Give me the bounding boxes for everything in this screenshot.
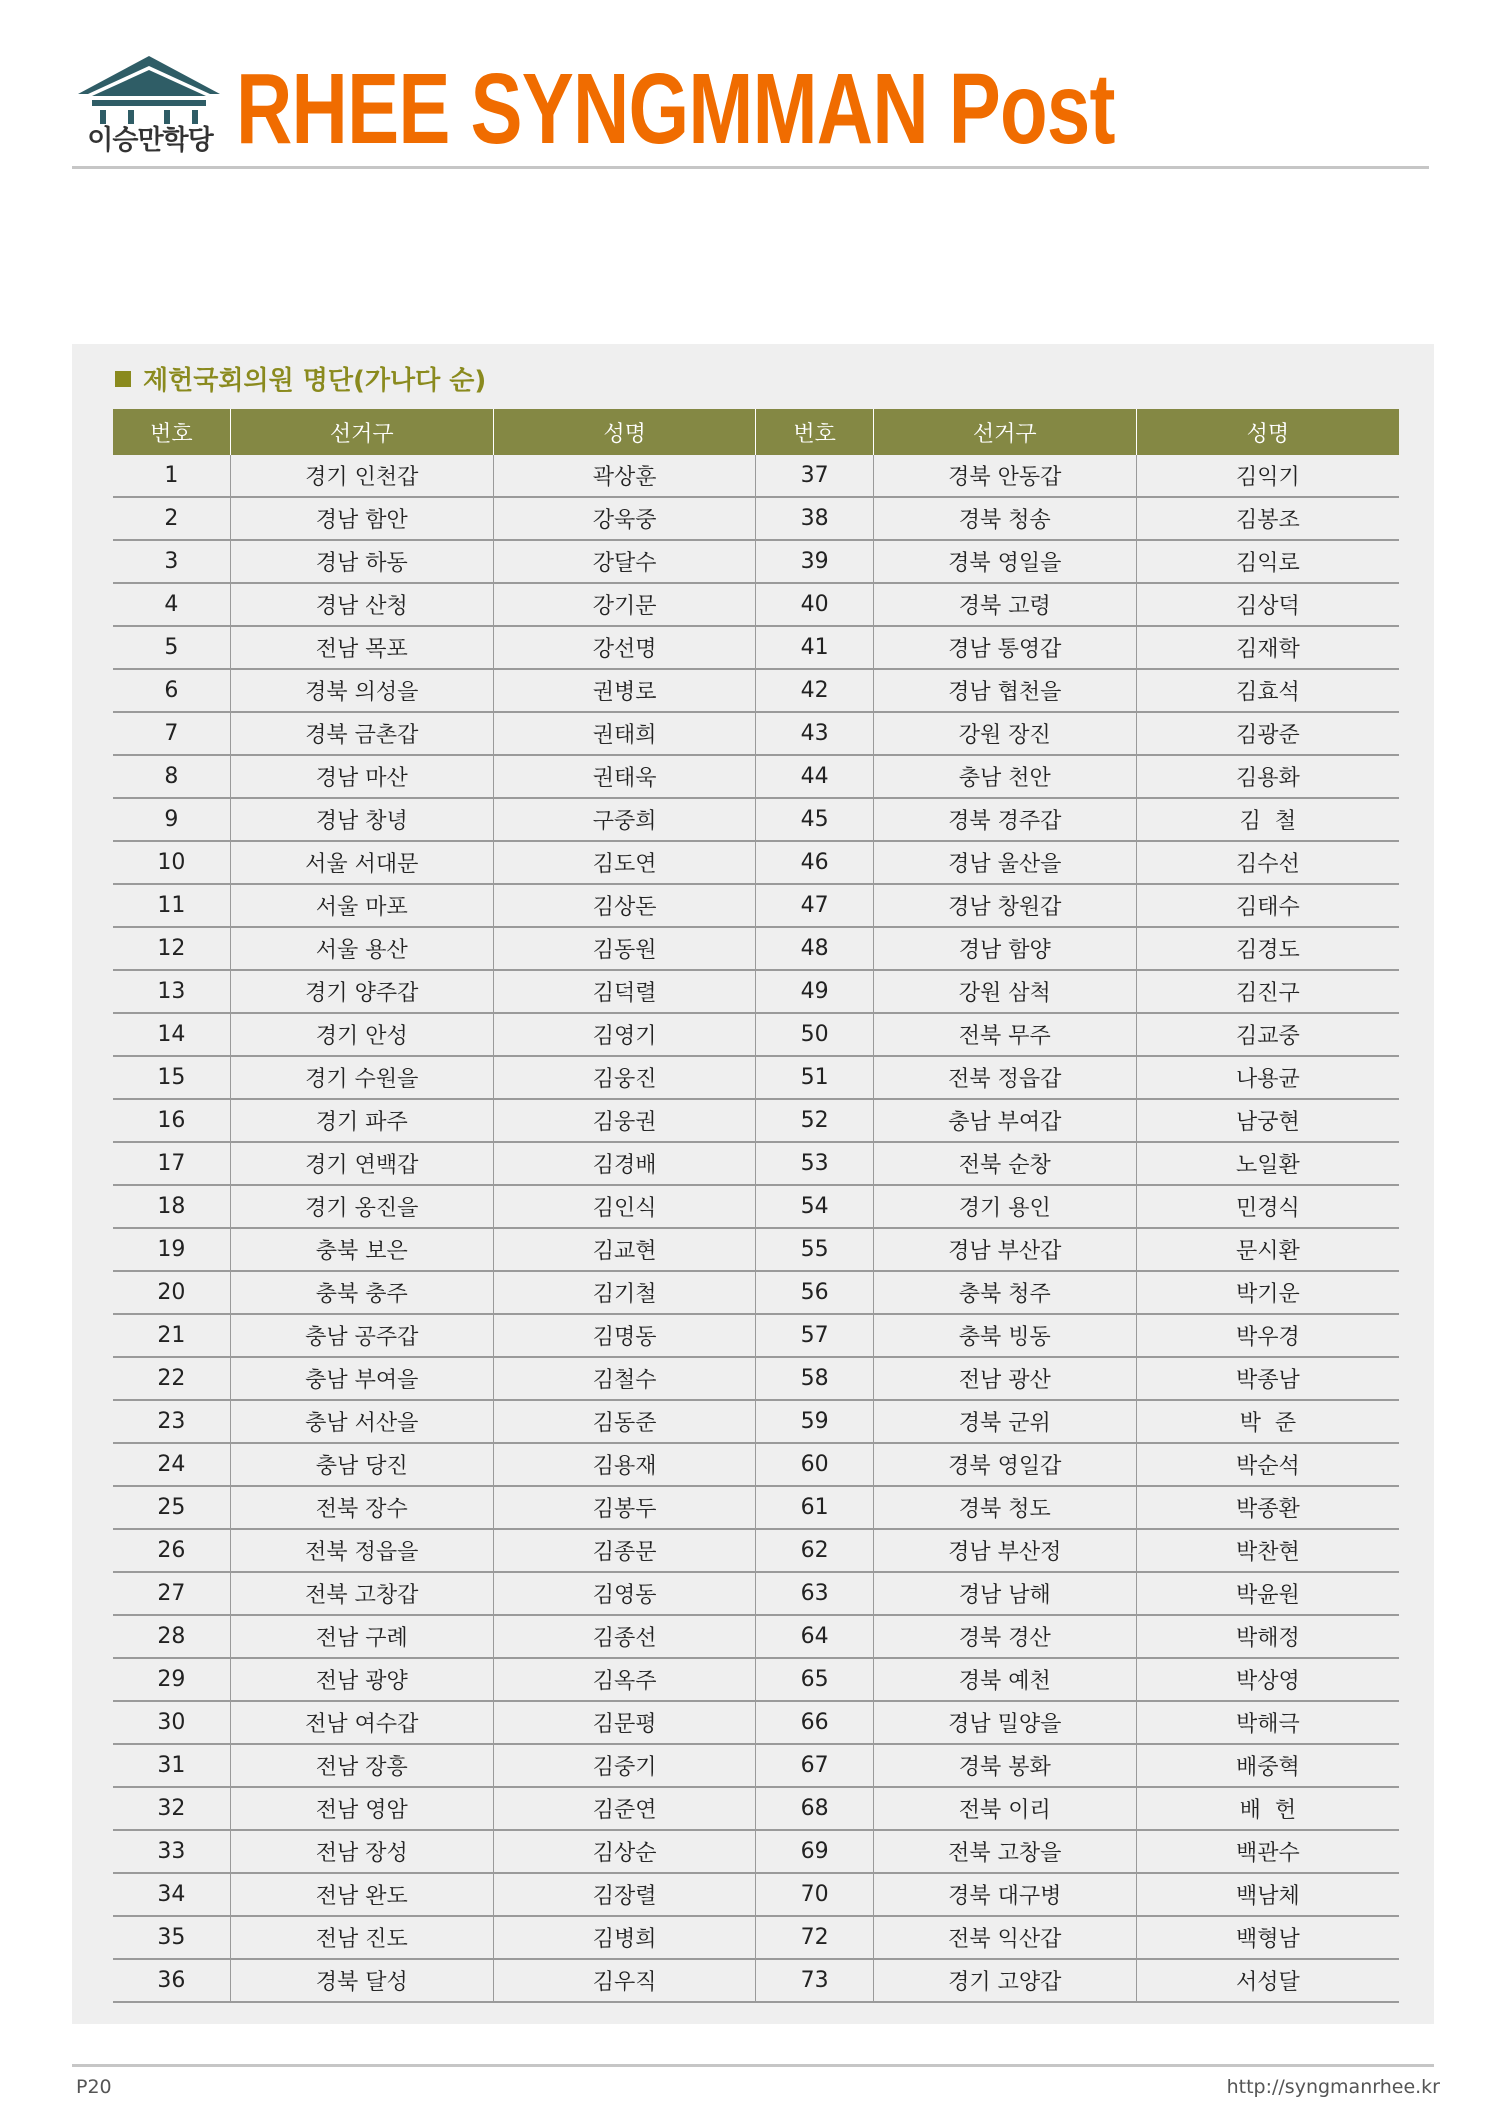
cell-district: 충남 천안 xyxy=(873,755,1136,798)
table-row xyxy=(113,1013,1399,1056)
table-row xyxy=(113,927,1399,970)
cell-name: 김경배 xyxy=(493,1142,756,1185)
cell-district: 경남 울산을 xyxy=(873,841,1136,884)
cell-name: 김교중 xyxy=(1136,1013,1399,1056)
cell-district: 경북 청송 xyxy=(873,497,1136,540)
cell-number: 8 xyxy=(113,755,230,798)
cell-number: 12 xyxy=(113,927,230,970)
cell-district: 경북 금촌갑 xyxy=(230,712,493,755)
table-row xyxy=(113,1701,1399,1744)
cell-number: 19 xyxy=(113,1228,230,1271)
cell-number: 26 xyxy=(113,1529,230,1572)
cell-district: 충북 보은 xyxy=(230,1228,493,1271)
cell-number: 66 xyxy=(756,1701,873,1744)
cell-district: 경남 함안 xyxy=(230,497,493,540)
cell-name: 김웅권 xyxy=(493,1099,756,1142)
cell-district: 충남 서산을 xyxy=(230,1400,493,1443)
cell-number: 18 xyxy=(113,1185,230,1228)
cell-district: 전남 목포 xyxy=(230,626,493,669)
cell-district: 경북 의성을 xyxy=(230,669,493,712)
cell-district: 경북 예천 xyxy=(873,1658,1136,1701)
table-row xyxy=(113,1228,1399,1271)
table-row xyxy=(113,1185,1399,1228)
cell-number: 61 xyxy=(756,1486,873,1529)
cell-number: 59 xyxy=(756,1400,873,1443)
cell-number: 31 xyxy=(113,1744,230,1787)
table-row xyxy=(113,1443,1399,1486)
cell-name: 서성달 xyxy=(1136,1959,1399,2002)
cell-name: 박윤원 xyxy=(1136,1572,1399,1615)
cell-number: 60 xyxy=(756,1443,873,1486)
cell-number: 22 xyxy=(113,1357,230,1400)
cell-number: 54 xyxy=(756,1185,873,1228)
cell-number: 24 xyxy=(113,1443,230,1486)
cell-district: 전남 구례 xyxy=(230,1615,493,1658)
cell-number: 6 xyxy=(113,669,230,712)
cell-number: 5 xyxy=(113,626,230,669)
cell-name: 김상순 xyxy=(493,1830,756,1873)
cell-name: 박종남 xyxy=(1136,1357,1399,1400)
table-row xyxy=(113,1873,1399,1916)
cell-number: 16 xyxy=(113,1099,230,1142)
cell-district: 경남 부산정 xyxy=(873,1529,1136,1572)
table-row xyxy=(113,1529,1399,1572)
table-row xyxy=(113,1314,1399,1357)
cell-name: 박해극 xyxy=(1136,1701,1399,1744)
cell-number: 69 xyxy=(756,1830,873,1873)
table-row xyxy=(113,1572,1399,1615)
cell-number: 50 xyxy=(756,1013,873,1056)
table-row xyxy=(113,1658,1399,1701)
table-row xyxy=(113,626,1399,669)
cell-name: 문시환 xyxy=(1136,1228,1399,1271)
cell-district: 전북 고창을 xyxy=(873,1830,1136,1873)
header-name: 성명 xyxy=(1136,409,1399,455)
table-row xyxy=(113,540,1399,583)
cell-number: 38 xyxy=(756,497,873,540)
cell-name: 김영동 xyxy=(493,1572,756,1615)
cell-district: 경기 인천갑 xyxy=(230,455,493,497)
assembly-roster-table xyxy=(113,409,1399,2003)
cell-district: 경기 연백갑 xyxy=(230,1142,493,1185)
cell-district: 경기 용인 xyxy=(873,1185,1136,1228)
cell-number: 49 xyxy=(756,970,873,1013)
cell-name: 박종환 xyxy=(1136,1486,1399,1529)
cell-number: 28 xyxy=(113,1615,230,1658)
cell-name: 김재학 xyxy=(1136,626,1399,669)
cell-district: 서울 서대문 xyxy=(230,841,493,884)
footer-divider xyxy=(72,2064,1434,2067)
cell-district: 전북 이리 xyxy=(873,1787,1136,1830)
cell-number: 58 xyxy=(756,1357,873,1400)
cell-district: 전남 완도 xyxy=(230,1873,493,1916)
cell-name: 김태수 xyxy=(1136,884,1399,927)
cell-district: 경북 대구병 xyxy=(873,1873,1136,1916)
cell-district: 전북 정읍을 xyxy=(230,1529,493,1572)
cell-district: 경북 경주갑 xyxy=(873,798,1136,841)
cell-name: 김상돈 xyxy=(493,884,756,927)
table-row xyxy=(113,1486,1399,1529)
header-district: 선거구 xyxy=(230,409,493,455)
cell-district: 경북 경산 xyxy=(873,1615,1136,1658)
cell-name: 김웅진 xyxy=(493,1056,756,1099)
cell-name: 박찬현 xyxy=(1136,1529,1399,1572)
cell-district: 경북 군위 xyxy=(873,1400,1136,1443)
cell-number: 37 xyxy=(756,455,873,497)
cell-name: 나용균 xyxy=(1136,1056,1399,1099)
cell-district: 강원 삼척 xyxy=(873,970,1136,1013)
cell-number: 63 xyxy=(756,1572,873,1615)
cell-district: 경기 파주 xyxy=(230,1099,493,1142)
cell-name: 강기문 xyxy=(493,583,756,626)
cell-name: 권병로 xyxy=(493,669,756,712)
table-row xyxy=(113,1830,1399,1873)
table-row xyxy=(113,583,1399,626)
cell-number: 40 xyxy=(756,583,873,626)
cell-number: 55 xyxy=(756,1228,873,1271)
cell-district: 경북 고령 xyxy=(873,583,1136,626)
cell-name: 김준연 xyxy=(493,1787,756,1830)
cell-district: 충북 빙동 xyxy=(873,1314,1136,1357)
square-bullet-icon xyxy=(115,371,131,387)
cell-district: 충남 부여갑 xyxy=(873,1099,1136,1142)
cell-number: 72 xyxy=(756,1916,873,1959)
cell-district: 전남 광양 xyxy=(230,1658,493,1701)
cell-name: 김도연 xyxy=(493,841,756,884)
table-row xyxy=(113,1744,1399,1787)
cell-district: 경남 창원갑 xyxy=(873,884,1136,927)
table-row xyxy=(113,1959,1399,2002)
cell-name: 김진구 xyxy=(1136,970,1399,1013)
cell-number: 4 xyxy=(113,583,230,626)
table-row xyxy=(113,712,1399,755)
cell-name: 김우직 xyxy=(493,1959,756,2002)
cell-name: 강달수 xyxy=(493,540,756,583)
cell-number: 25 xyxy=(113,1486,230,1529)
cell-number: 2 xyxy=(113,497,230,540)
table-row xyxy=(113,1357,1399,1400)
cell-number: 15 xyxy=(113,1056,230,1099)
cell-name: 김봉조 xyxy=(1136,497,1399,540)
section-title-text: 제헌국회의원 명단(가나다 순) xyxy=(143,366,487,396)
cell-number: 43 xyxy=(756,712,873,755)
cell-district: 경기 안성 xyxy=(230,1013,493,1056)
cell-name: 남궁현 xyxy=(1136,1099,1399,1142)
cell-district: 경기 옹진을 xyxy=(230,1185,493,1228)
cell-district: 전북 무주 xyxy=(873,1013,1136,1056)
cell-number: 52 xyxy=(756,1099,873,1142)
cell-number: 44 xyxy=(756,755,873,798)
cell-name: 김 철 xyxy=(1136,798,1399,841)
cell-number: 7 xyxy=(113,712,230,755)
table-row xyxy=(113,1615,1399,1658)
cell-number: 17 xyxy=(113,1142,230,1185)
table-row xyxy=(113,1056,1399,1099)
cell-name: 구중희 xyxy=(493,798,756,841)
cell-name: 김봉두 xyxy=(493,1486,756,1529)
cell-name: 김명동 xyxy=(493,1314,756,1357)
cell-district: 경기 수원을 xyxy=(230,1056,493,1099)
brand-title: RHEE SYNGMMAN Post xyxy=(236,53,1115,165)
cell-name: 김인식 xyxy=(493,1185,756,1228)
cell-number: 30 xyxy=(113,1701,230,1744)
cell-district: 경북 청도 xyxy=(873,1486,1136,1529)
cell-number: 29 xyxy=(113,1658,230,1701)
cell-name: 곽상훈 xyxy=(493,455,756,497)
cell-district: 충남 공주갑 xyxy=(230,1314,493,1357)
cell-name: 박우경 xyxy=(1136,1314,1399,1357)
cell-number: 70 xyxy=(756,1873,873,1916)
cell-district: 전북 익산갑 xyxy=(873,1916,1136,1959)
cell-number: 42 xyxy=(756,669,873,712)
cell-district: 경기 고양갑 xyxy=(873,1959,1136,2002)
cell-number: 23 xyxy=(113,1400,230,1443)
cell-district: 전남 장성 xyxy=(230,1830,493,1873)
table-row xyxy=(113,1271,1399,1314)
table-row xyxy=(113,1142,1399,1185)
cell-name: 김용재 xyxy=(493,1443,756,1486)
cell-number: 51 xyxy=(756,1056,873,1099)
cell-district: 전북 고창갑 xyxy=(230,1572,493,1615)
cell-name: 김병희 xyxy=(493,1916,756,1959)
header-divider xyxy=(72,166,1429,169)
cell-number: 48 xyxy=(756,927,873,970)
cell-district: 경남 하동 xyxy=(230,540,493,583)
header-number: 번호 xyxy=(113,409,230,455)
cell-number: 53 xyxy=(756,1142,873,1185)
cell-name: 김동준 xyxy=(493,1400,756,1443)
cell-district: 경남 부산갑 xyxy=(873,1228,1136,1271)
cell-number: 33 xyxy=(113,1830,230,1873)
cell-number: 62 xyxy=(756,1529,873,1572)
cell-number: 64 xyxy=(756,1615,873,1658)
cell-name: 김종선 xyxy=(493,1615,756,1658)
cell-district: 전남 장흥 xyxy=(230,1744,493,1787)
header-number: 번호 xyxy=(756,409,873,455)
cell-district: 서울 용산 xyxy=(230,927,493,970)
cell-district: 전북 정읍갑 xyxy=(873,1056,1136,1099)
cell-name: 권태희 xyxy=(493,712,756,755)
cell-district: 경기 양주갑 xyxy=(230,970,493,1013)
cell-district: 경북 영일갑 xyxy=(873,1443,1136,1486)
cell-name: 김종문 xyxy=(493,1529,756,1572)
cell-name: 김수선 xyxy=(1136,841,1399,884)
cell-name: 김중기 xyxy=(493,1744,756,1787)
cell-number: 57 xyxy=(756,1314,873,1357)
cell-name: 김경도 xyxy=(1136,927,1399,970)
cell-number: 67 xyxy=(756,1744,873,1787)
cell-number: 20 xyxy=(113,1271,230,1314)
cell-number: 9 xyxy=(113,798,230,841)
cell-district: 경남 남해 xyxy=(873,1572,1136,1615)
cell-number: 35 xyxy=(113,1916,230,1959)
cell-name: 김기철 xyxy=(493,1271,756,1314)
cell-number: 3 xyxy=(113,540,230,583)
cell-district: 전남 진도 xyxy=(230,1916,493,1959)
cell-name: 김상덕 xyxy=(1136,583,1399,626)
cell-name: 김덕렬 xyxy=(493,970,756,1013)
cell-name: 김동원 xyxy=(493,927,756,970)
cell-name: 강욱중 xyxy=(493,497,756,540)
cell-district: 충남 당진 xyxy=(230,1443,493,1486)
table-row xyxy=(113,798,1399,841)
cell-name: 백관수 xyxy=(1136,1830,1399,1873)
cell-name: 민경식 xyxy=(1136,1185,1399,1228)
table-row xyxy=(113,669,1399,712)
cell-district: 경북 달성 xyxy=(230,1959,493,2002)
cell-name: 박순석 xyxy=(1136,1443,1399,1486)
table-row xyxy=(113,841,1399,884)
cell-name: 권태욱 xyxy=(493,755,756,798)
cell-name: 박상영 xyxy=(1136,1658,1399,1701)
table-row xyxy=(113,884,1399,927)
cell-name: 백형남 xyxy=(1136,1916,1399,1959)
cell-name: 박기운 xyxy=(1136,1271,1399,1314)
cell-district: 경남 산청 xyxy=(230,583,493,626)
cell-number: 21 xyxy=(113,1314,230,1357)
cell-name: 박해정 xyxy=(1136,1615,1399,1658)
table-row xyxy=(113,970,1399,1013)
cell-name: 강선명 xyxy=(493,626,756,669)
cell-name: 김익기 xyxy=(1136,455,1399,497)
cell-district: 전남 광산 xyxy=(873,1357,1136,1400)
table-row xyxy=(113,1916,1399,1959)
cell-district: 경남 밀양을 xyxy=(873,1701,1136,1744)
cell-district: 전남 여수갑 xyxy=(230,1701,493,1744)
table-row xyxy=(113,497,1399,540)
cell-name: 김익로 xyxy=(1136,540,1399,583)
table-row xyxy=(113,1099,1399,1142)
cell-name: 배중혁 xyxy=(1136,1744,1399,1787)
table-header-row xyxy=(113,409,1399,455)
cell-number: 14 xyxy=(113,1013,230,1056)
cell-name: 김광준 xyxy=(1136,712,1399,755)
table-row xyxy=(113,455,1399,497)
cell-number: 36 xyxy=(113,1959,230,2002)
cell-name: 김장렬 xyxy=(493,1873,756,1916)
cell-district: 충북 청주 xyxy=(873,1271,1136,1314)
cell-number: 56 xyxy=(756,1271,873,1314)
cell-number: 65 xyxy=(756,1658,873,1701)
cell-name: 김용화 xyxy=(1136,755,1399,798)
cell-number: 27 xyxy=(113,1572,230,1615)
cell-number: 47 xyxy=(756,884,873,927)
cell-district: 경북 영일을 xyxy=(873,540,1136,583)
cell-district: 서울 마포 xyxy=(230,884,493,927)
cell-district: 충북 충주 xyxy=(230,1271,493,1314)
cell-district: 충남 부여을 xyxy=(230,1357,493,1400)
cell-district: 경북 봉화 xyxy=(873,1744,1136,1787)
cell-number: 39 xyxy=(756,540,873,583)
cell-number: 45 xyxy=(756,798,873,841)
cell-number: 73 xyxy=(756,1959,873,2002)
cell-number: 68 xyxy=(756,1787,873,1830)
header-name: 성명 xyxy=(493,409,756,455)
cell-district: 경남 통영갑 xyxy=(873,626,1136,669)
cell-name: 노일환 xyxy=(1136,1142,1399,1185)
table-row xyxy=(113,1400,1399,1443)
cell-number: 11 xyxy=(113,884,230,927)
cell-number: 10 xyxy=(113,841,230,884)
table-row xyxy=(113,1787,1399,1830)
cell-number: 46 xyxy=(756,841,873,884)
cell-name: 백남체 xyxy=(1136,1873,1399,1916)
cell-name: 배 헌 xyxy=(1136,1787,1399,1830)
cell-district: 전북 장수 xyxy=(230,1486,493,1529)
logo-text: 이승만학당 xyxy=(87,125,213,156)
cell-district: 경남 함양 xyxy=(873,927,1136,970)
cell-name: 박 준 xyxy=(1136,1400,1399,1443)
header-district: 선거구 xyxy=(873,409,1136,455)
cell-number: 32 xyxy=(113,1787,230,1830)
cell-number: 41 xyxy=(756,626,873,669)
cell-name: 김철수 xyxy=(493,1357,756,1400)
cell-district: 전북 순창 xyxy=(873,1142,1136,1185)
cell-district: 강원 장진 xyxy=(873,712,1136,755)
cell-number: 13 xyxy=(113,970,230,1013)
cell-name: 김문평 xyxy=(493,1701,756,1744)
cell-district: 전남 영암 xyxy=(230,1787,493,1830)
cell-number: 34 xyxy=(113,1873,230,1916)
cell-name: 김효석 xyxy=(1136,669,1399,712)
table-row xyxy=(113,755,1399,798)
cell-number: 1 xyxy=(113,455,230,497)
page-number: P20 xyxy=(76,2076,112,2098)
cell-name: 김교현 xyxy=(493,1228,756,1271)
cell-district: 경남 창녕 xyxy=(230,798,493,841)
cell-district: 경남 협천을 xyxy=(873,669,1136,712)
site-url: http://syngmanrhee.kr xyxy=(1226,2076,1440,2098)
cell-name: 김영기 xyxy=(493,1013,756,1056)
cell-district: 경남 마산 xyxy=(230,755,493,798)
cell-name: 김옥주 xyxy=(493,1658,756,1701)
section-title xyxy=(115,360,486,397)
cell-district: 경북 안동갑 xyxy=(873,455,1136,497)
